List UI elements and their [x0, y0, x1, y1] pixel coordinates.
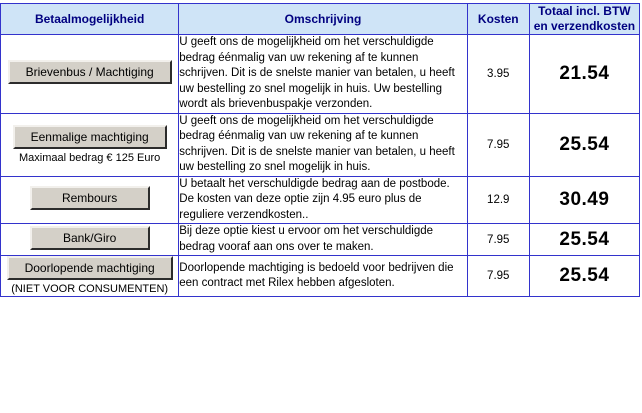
payment-total: 21.54 — [529, 35, 639, 114]
payment-method-button-eenmalige-machtiging[interactable]: Eenmalige machtiging — [13, 125, 167, 149]
payment-method-cell — [1, 113, 179, 176]
payment-cost: 7.95 — [467, 256, 529, 297]
payment-method-cell — [1, 224, 179, 256]
column-header-method: Betaalmogelijkheid — [1, 4, 179, 35]
payment-cost: 7.95 — [467, 224, 529, 256]
table-body — [1, 35, 640, 297]
payment-method-note: (NIET VOOR CONSUMENTEN) — [11, 283, 169, 296]
table-row — [1, 176, 640, 224]
payment-description: U betaalt het verschuldigde bedrag aan de postbode. De kosten van deze optie zijn 4.95 euro plus de reguliere verzendkosten.. — [179, 176, 467, 224]
payment-cost: 12.9 — [467, 176, 529, 224]
payment-cost: 7.95 — [467, 113, 529, 176]
payment-method-button-bank-giro[interactable]: Bank/Giro — [30, 226, 150, 250]
payment-description: U geeft ons de mogelijkheid om het verschuldigde bedrag éénmalig van uw rekening af te kunnen schrijven. Dit is de snelste manier van betalen, u heeft uw bestelling zo snel mogelijk in huis. — [179, 113, 467, 176]
payment-description: Bij deze optie kiest u ervoor om het verschuldigde bedrag vooraf aan ons over te maken. — [179, 224, 467, 256]
column-header-description: Omschrijving — [179, 4, 467, 35]
payment-description: U geeft ons de mogelijkheid om het verschuldigde bedrag éénmalig van uw rekening af te kunnen schrijven. Dit is de snelste manier van betalen, u heeft uw bestelling zo snel mogelijk in huis. Uw bestelling wordt als brievenbuspakje verzonden. — [179, 35, 467, 114]
column-header-total: Totaal incl. BTW en verzendkosten — [529, 4, 639, 35]
payment-method-cell — [1, 176, 179, 224]
payment-method-button-rembours[interactable]: Rembours — [30, 186, 150, 210]
payment-method-cell — [1, 35, 179, 114]
payment-total: 25.54 — [529, 256, 639, 297]
payment-total: 25.54 — [529, 113, 639, 176]
payment-cost: 3.95 — [467, 35, 529, 114]
payment-method-cell — [1, 256, 179, 297]
payment-method-button-doorlopende-machtiging[interactable]: Doorlopende machtiging — [7, 256, 173, 280]
payment-method-button-brievenbus-machtiging[interactable]: Brievenbus / Machtiging — [8, 60, 172, 84]
column-header-cost: Kosten — [467, 4, 529, 35]
payment-options-table — [0, 3, 640, 297]
payment-total: 30.49 — [529, 176, 639, 224]
payment-total: 25.54 — [529, 224, 639, 256]
table-row — [1, 113, 640, 176]
header-row — [1, 4, 640, 35]
payment-method-note: Maximaal bedrag € 125 Euro — [19, 151, 161, 164]
table-header — [1, 4, 640, 35]
table-row — [1, 35, 640, 114]
table-row — [1, 224, 640, 256]
table-row — [1, 256, 640, 297]
payment-description: Doorlopende machtiging is bedoeld voor bedrijven die een contract met Rilex hebben afgesloten. — [179, 256, 467, 297]
